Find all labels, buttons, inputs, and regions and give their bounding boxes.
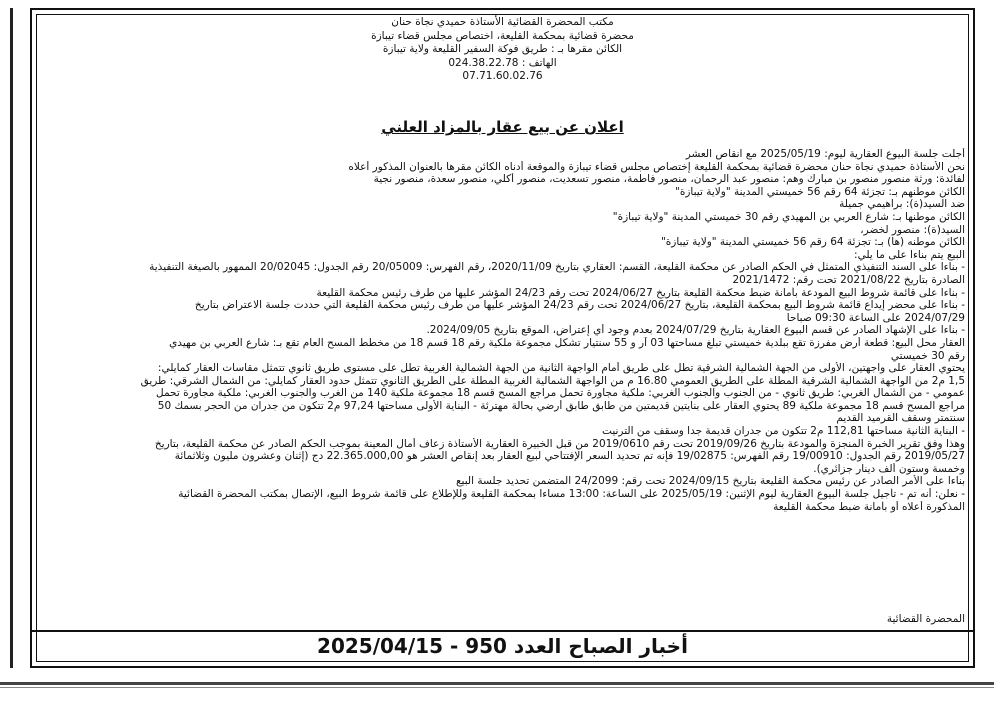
signature-label: المحضرة القضائية	[886, 613, 965, 625]
body-line: عمومي - من الشمال الغربي: طريق ثانوي - من الجنوب والجنوب الغربي: ملكية مجاورة تحمل مراجع المسح قسم 18 مجموعة ملكية 140 من الغرب والجنوب الغربي: ملكية مجاورة تحمل	[156, 387, 965, 400]
body-line: 2019/05/27 رقم الجدول: 19/00910 رقم الفهرس: 19/02875 فإنه تم تحديد السعر الإفتتاحي لبيع العقار بعد إنقاص العشر هو 22.365.000,00 دج (إثنان وعشرون مليون وثلاثمائة	[174, 450, 965, 463]
body-line: 2024/07/29 على الساعة 09:30 صباحا	[786, 311, 965, 324]
body-line: سنتمتر وسقف القرميد القديم	[836, 412, 965, 425]
body-line: - بناءا على قائمة شروط البيع المودعة بأمانة ضبط محكمة القليعة بتاريخ 2024/06/27 تحت رقم 24/23 المؤشر عليها من طرف رئيس محكمة القليعة	[316, 286, 965, 299]
body-line: السيد(ة): منصور لخضر،	[860, 223, 965, 236]
header-mobile: 07.71.60.02.76	[462, 70, 543, 82]
bailiff-office-header	[32, 16, 973, 84]
body-line: نحن الأستاذة حميدي نجاة حنان محضرة قضائية بمحكمة القليعة إختصاص مجلس قضاء تيبازة والموقعة أدناه الكائن مقرها بالعنوان المذكور أعلاه	[348, 160, 965, 173]
footer-separator	[32, 630, 973, 632]
body-line: مراجع المسح قسم 18 مجموعة ملكية 89 يحتوي العقار على بنايتين قديمتين من طابق طابق أرضي بحالة مهترئة - البناية الأولى مساحتها 97,24 م2 تتكون من جدران من الحجر بسمك 50	[157, 399, 965, 412]
body-line: ضد السيد(ة): براهيمي جميلة	[839, 198, 965, 211]
body-line: العقار محل البيع: قطعة أرض مفرزة تقع ببلدية خميستي تبلغ مساحتها 03 آر و 55 سنتيار تشكل مجموعة ملكية رقم 18 قسم 18 من مخطط المسح العام تقع بـ: شارع العربي بن مهيدي	[169, 336, 965, 349]
page-bottom-rule	[0, 682, 994, 685]
body-line: 1,5 م2 من الواجهة الشمالية الشرقية المطلة على الطريق العمومي 16.80 م من الواجهة الشمالية الغربية المطلة على الطريق الثانوي تتمثل حدود العقار كمايلي: من الشمال الشرقي: طريق	[140, 374, 965, 387]
body-line: - بناءا على السند التنفيذي المتمثل في الحكم الصادر عن محكمة القليعة، القسم: العقاري بتاريخ 2020/11/09، رقم الفهرس: 20/05009 رقم الجدول: 20/02045 الممهور بالصيغة التنفيذية	[149, 261, 965, 274]
body-line: - البناية الثانية مساحتها 112,81 م2 تتكون من جدران قديمة جدا وسقف من الترنيت	[602, 425, 965, 438]
body-line: الكائن موطنه (ها) بـ: تجزئة 64 رقم 56 خميستي المدينة "ولاية تيبازة"	[660, 236, 965, 249]
header-office-name: مكتب المحضرة القضائية الأستاذة حميدي نجاة حنان	[391, 16, 614, 28]
body-line: - نعلن: أنه تم - تأجيل جلسة البيوع العقارية ليوم الإثنين: 2025/05/19 على الساعة: 13:00 مساءا بمحكمة القليعة وللإطلاع على قائمة شروط البيع، الإتصال بمكتب المحضرة القضائية	[178, 488, 965, 501]
body-line: وهذا وفق تقرير الخبرة المنجزة والمودعة بتاريخ 2019/09/26 تحت رقم 2019/0610 من قبل الخبيرة العقارية الأستاذة زعاف أمال المعينة بموجب الحكم الصادر عن محكمة القليعة، بتاريخ	[154, 437, 965, 450]
body-line: الصادرة بتاريخ 2021/08/22 تحت رقم: 2021/1472	[732, 273, 965, 286]
header-address: الكائن مقرها بـ : طريق فوكة السفير القليعة ولاية تيبازة	[382, 43, 623, 55]
body-line: الكائن موطنهم بـ: تجزئة 64 رقم 56 خميستي المدينة "ولاية تيبازة"	[675, 185, 965, 198]
body-line: البيع يتم بناءا على ما يلي:	[854, 248, 965, 261]
body-line: الكائن موطنها بـ: شارع العربي بن المهيدي رقم 30 خميستي المدينة "ولاية تيبازة"	[612, 210, 965, 223]
newspaper-footer: أخبار الصباح العدد 950 - 2025/04/15	[317, 634, 688, 658]
announcement-body	[40, 148, 965, 513]
announcement-title: اعلان عن بيع عقار بالمزاد العلني	[381, 118, 624, 136]
body-line: - بناءا على محضر إيداع قائمة شروط البيع بمحكمة القليعة، بتاريخ 2024/06/27 تحت رقم 24/23 المؤشر عليها من طرف رئيس محكمة القليعة التي حددت جلسة الاعتراض بتاريخ	[194, 299, 965, 312]
body-line: رقم 30 خميستي	[890, 349, 965, 362]
page-bottom-rule-thin	[0, 687, 994, 688]
header-phone: الهاتف : 024.38.22.78	[448, 56, 557, 69]
header-jurisdiction: محضرة قضائية بمحكمة القليعة، اختصاص مجلس قضاء تيبازة	[371, 29, 634, 42]
body-line: لفائدة: ورثة منصور منصور بن مبارك وهم: منصور عبد الرحمان، منصور فاطمة، منصور تسعديت، منصور أكلي، منصور سعدة، منصور نجية	[373, 173, 965, 186]
body-line: بناءا على الأمر الصادر عن رئيس محكمة القليعة بتاريخ 2024/09/15 تحت رقم: 24/2099 المتضمن تحديد جلسة البيع	[455, 475, 965, 488]
left-margin-rule	[10, 8, 13, 668]
body-line: - بناءا على الإشهاد الصادر عن قسم البيوع العقارية بتاريخ 2024/07/29 بعدم وجود أي إعتراض، الموقع بتاريخ 2024/09/05.	[426, 324, 965, 337]
body-line: يحتوي العقار على واجهتين، الأولى من الجهة الشمالية الشرقية تطل على طريق أمام الواجهة الثانية من الجهة الشمالية الغربية تطل على مستوى طريق ثانوي تتمثل مقاسات العقار كمايلي:	[157, 362, 965, 375]
announcement-frame	[30, 8, 975, 668]
body-line: أجلت جلسة البيوع العقارية ليوم: 2025/05/19 مع انقاص العشر	[685, 148, 965, 160]
body-line: وخمسة وستون ألف دينار جزائري).	[813, 462, 965, 475]
body-line: المذكورة أعلاه أو بأمانة ضبط محكمة القليعة	[773, 500, 965, 513]
